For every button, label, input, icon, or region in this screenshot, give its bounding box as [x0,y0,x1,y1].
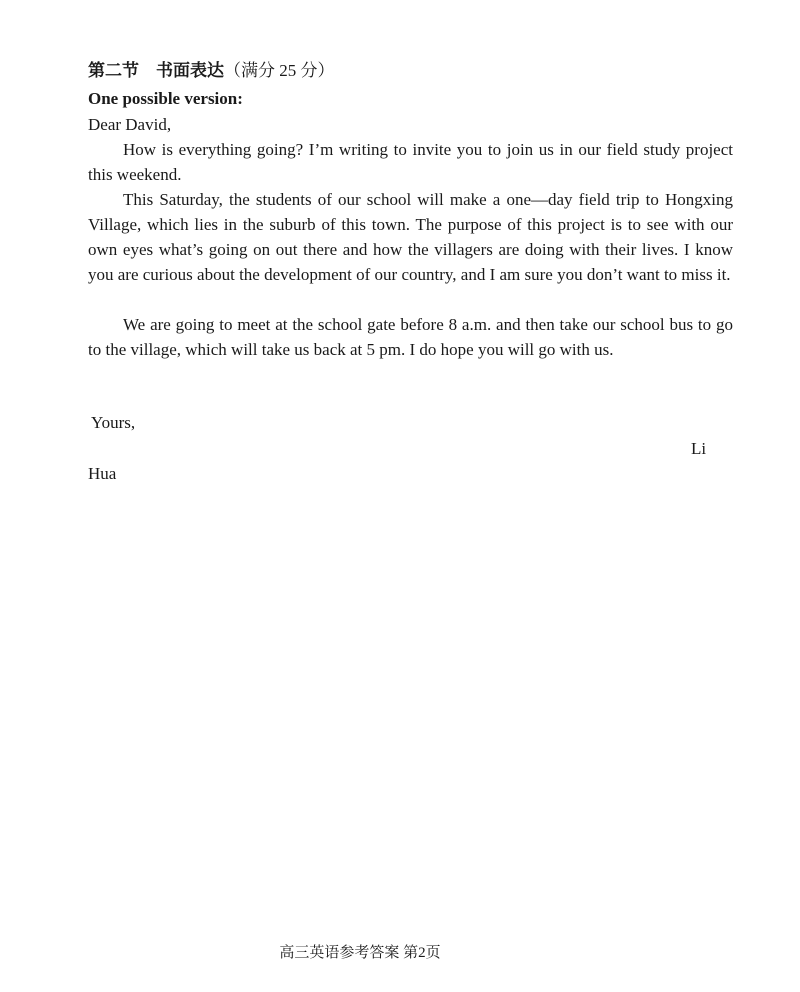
letter-paragraph-2: This Saturday, the students of our school will make a one—day field trip to Hongxing Village, which lies in the suburb of this town. The purpose of this project is to see with our own eyes what’s going on out there and how the villagers are doing with their lives. I know you are curious about the development of our country, and I am sure you don’t want to miss it. [88,190,733,284]
page-footer-text: 高三英语参考答案 第2页 [279,945,441,961]
answer-label: One possible version: [88,89,243,108]
section-heading [88,59,335,83]
section-score-note: （满分 25 分） [224,61,335,80]
page-footer [0,942,800,964]
letter-salutation: Dear David, [88,115,172,134]
letter-closing: Yours, [91,413,136,432]
signature-first-name: Li [691,439,707,458]
letter-paragraph-3: We are going to meet at the school gate before 8 a.m. and then take our school bus to go to the village, which will take us back at 5 pm. I do hope you will go with us. [88,315,733,359]
section-title: 第二节 书面表达 [88,61,224,80]
letter-paragraph-1: How is everything going? I’m writing to invite you to join us in our field study project this weekend. [88,140,733,184]
signature-last-name: Hua [88,464,117,483]
